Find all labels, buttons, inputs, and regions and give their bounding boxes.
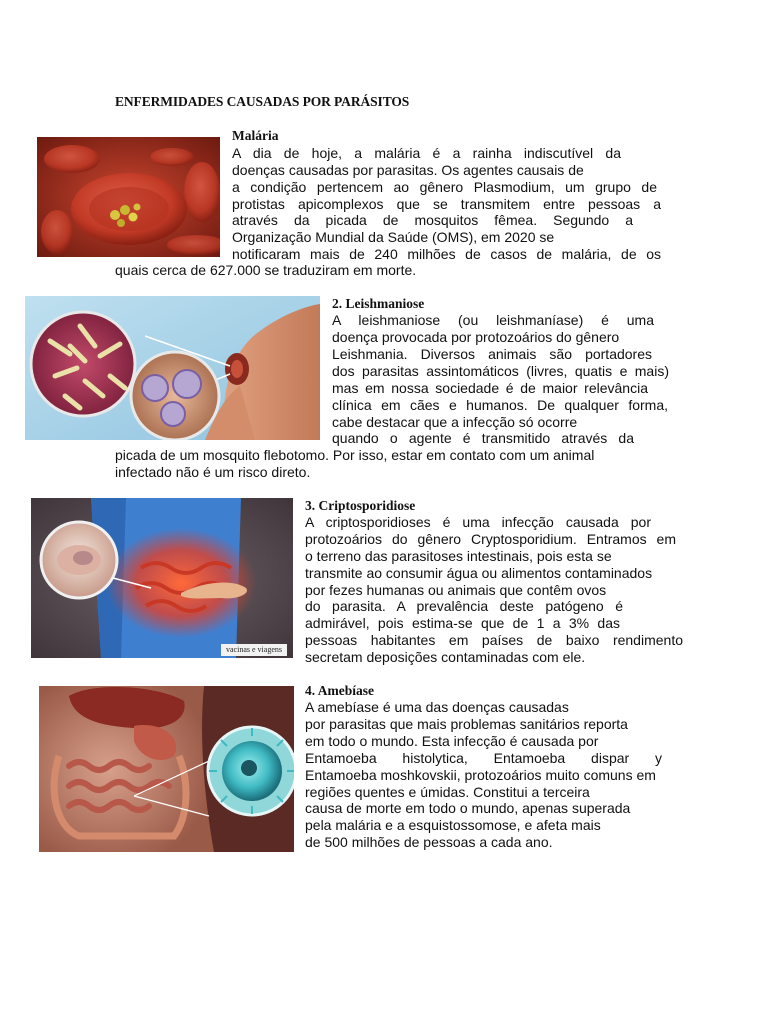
criptosporidiose-image bbox=[31, 498, 293, 658]
text-line: protistas apicomplexos que se transmitem entre pessoas a bbox=[232, 196, 661, 212]
section-heading: 3. Criptosporidiose bbox=[305, 498, 416, 513]
amebiase-image bbox=[39, 686, 294, 852]
text-line: Leishmania. Diversos animais são portadores bbox=[332, 346, 652, 362]
text-line: A criptosporidioses é uma infecção causada por bbox=[305, 514, 651, 530]
text-line: doença provocada por protozoários do gênero bbox=[332, 329, 620, 345]
text-line: do parasita. A prevalência deste patógeno é bbox=[305, 598, 623, 614]
text-line: protozoários do gênero Cryptosporidium. Entramos em bbox=[305, 531, 676, 547]
leishmaniose-image bbox=[25, 296, 320, 440]
text-line: A amebíase é uma das doenças causadas bbox=[305, 699, 569, 715]
text-line: quais cerca de 627.000 se traduziram em morte. bbox=[115, 262, 417, 278]
text-line: por fezes humanas ou animais que contêm ovos bbox=[305, 582, 607, 598]
text-line: doenças causadas por parasitas. Os agentes causais de bbox=[232, 162, 584, 178]
text-line: através da picada de mosquitos fêmea. Segundo a bbox=[232, 212, 633, 228]
text-line: de 500 milhões de pessoas a cada ano. bbox=[305, 834, 553, 850]
text-line: quando o agente é transmitido através da bbox=[332, 430, 634, 446]
text-line: Entamoeba moshkovskii, protozoários muito comuns em bbox=[305, 767, 656, 783]
text-line: a condição pertencem ao gênero Plasmodium, um grupo de bbox=[232, 179, 657, 195]
text-line: em todo o mundo. Esta infecção é causada por bbox=[305, 733, 599, 749]
text-line: por parasitas que mais problemas sanitários reporta bbox=[305, 716, 628, 732]
text-line: secretam deposições contaminadas com ele. bbox=[305, 649, 586, 665]
text-line: dos parasitas assintomáticos (livres, quatis e mais) bbox=[332, 363, 669, 379]
text-line: regiões quentes e úmidas. Constitui a terceira bbox=[305, 784, 590, 800]
text-line: A dia de hoje, a malária é a rainha indiscutível da bbox=[232, 145, 621, 161]
text-line: o terreno das parasitoses intestinais, pois esta se bbox=[305, 548, 612, 564]
text-line: pessoas habitantes em países de baixo rendimento bbox=[305, 632, 683, 648]
text-line: A leishmaniose (ou leishmaníase) é uma bbox=[332, 312, 654, 328]
text-line: pela malária e a esquistossomose, e afeta mais bbox=[305, 817, 601, 833]
text-line: notificaram mais de 240 milhões de casos de malária, de os bbox=[232, 246, 661, 262]
malaria-image bbox=[37, 137, 220, 257]
image-caption: vacinas e viagens bbox=[221, 644, 287, 656]
page-title: ENFERMIDADES CAUSADAS POR PARÁSITOS bbox=[115, 94, 410, 109]
section-heading: 4. Amebíase bbox=[305, 683, 374, 698]
text-line: transmite ao consumir água ou alimentos contaminados bbox=[305, 565, 653, 581]
text-line: causa de morte em todo o mundo, apenas superada bbox=[305, 800, 631, 816]
section-heading: 2. Leishmaniose bbox=[332, 296, 425, 311]
section-heading: Malária bbox=[232, 128, 279, 143]
text-line: admirável, pois estima-se que de 1 a 3% das bbox=[305, 615, 620, 631]
text-line: infectado não é um risco direto. bbox=[115, 464, 311, 480]
text-line: picada de um mosquito flebotomo. Por isso, estar em contato com um animal bbox=[115, 447, 595, 463]
text-line: Entamoeba histolytica, Entamoeba dispar y bbox=[305, 750, 662, 766]
text-line: Organização Mundial da Saúde (OMS), em 2020 se bbox=[232, 229, 555, 245]
text-line: clínica em cães e humanos. De qualquer forma, bbox=[332, 397, 668, 413]
text-line: mas em nossa sociedade é de maior relevância bbox=[332, 380, 648, 396]
text-line: cabe destacar que a infecção só ocorre bbox=[332, 414, 578, 430]
